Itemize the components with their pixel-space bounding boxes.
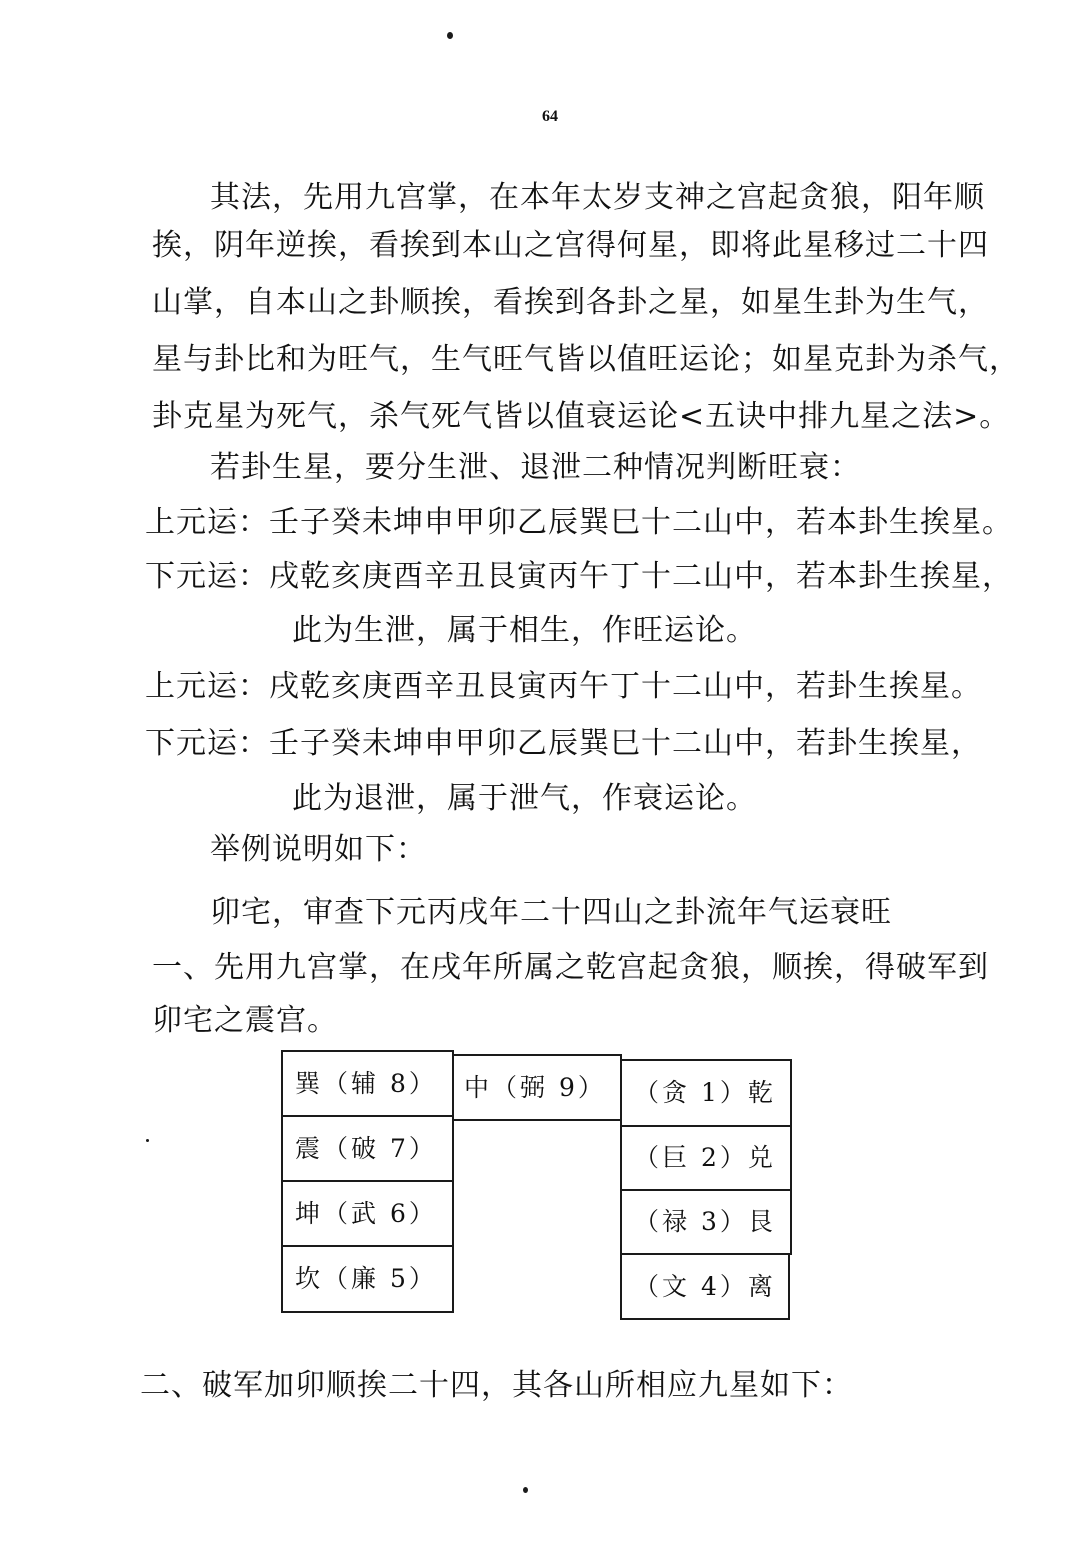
step-line: 二、破军加卯顺挨二十四，其各山所相应九星如下： xyxy=(140,1368,853,1403)
rule-line: 下元运：戌乾亥庚酉辛丑艮寅丙午丁十二山中，若本卦生挨星， xyxy=(145,559,1013,594)
grid-cell-zhen: 震（破 7） xyxy=(281,1115,454,1182)
paragraph-line: 若卦生星，要分生泄、退泄二种情况判断旺衰： xyxy=(210,450,861,485)
step-line: 卯宅之震宫。 xyxy=(152,1003,338,1038)
scan-speck xyxy=(523,1487,528,1493)
page-number: 64 xyxy=(542,108,558,125)
rule-line: 此为退泄，属于泄气，作衰运论。 xyxy=(292,781,757,816)
rule-line: 上元运：戌乾亥庚酉辛丑艮寅丙午丁十二山中，若卦生挨星。 xyxy=(145,669,982,704)
grid-cell-xun: 巽（辅 8） xyxy=(281,1050,454,1117)
paragraph-line: 挨，阴年逆挨，看挨到本山之宫得何星，即将此星移过二十四 xyxy=(152,228,989,263)
grid-cell-kan: 坎（廉 5） xyxy=(281,1245,454,1313)
grid-cell-kun: 坤（武 6） xyxy=(281,1180,454,1247)
scan-speck xyxy=(447,32,453,39)
example-intro: 举例说明如下： xyxy=(210,832,427,867)
rule-line: 下元运：壬子癸未坤申甲卯乙辰巽巳十二山中，若卦生挨星， xyxy=(145,726,982,761)
rule-line: 上元运：壬子癸未坤申甲卯乙辰巽巳十二山中，若本卦生挨星。 xyxy=(145,505,1013,540)
grid-cell-dui: （巨 2）兑 xyxy=(620,1125,792,1191)
rule-line: 此为生泄，属于相生，作旺运论。 xyxy=(292,613,757,648)
scan-speck xyxy=(146,1139,149,1142)
grid-cell-center: 中（弼 9） xyxy=(452,1054,622,1121)
paragraph-line: 山掌，自本山之卦顺挨，看挨到各卦之星，如星生卦为生气， xyxy=(152,285,989,320)
grid-cell-li: （文 4）离 xyxy=(620,1253,790,1320)
step-line: 一、先用九宫掌，在戌年所属之乾宫起贪狼，顺挨，得破军到 xyxy=(152,950,989,985)
paragraph-line: 其法，先用九宫掌，在本年太岁支神之宫起贪狼，阳年顺 xyxy=(210,180,985,215)
grid-cell-qian: （贪 1）乾 xyxy=(620,1059,792,1127)
paragraph-line: 卦克星为死气，杀气死气皆以值衰运论<五诀中排九星之法>。 xyxy=(152,399,1011,434)
grid-cell-gen: （禄 3）艮 xyxy=(620,1189,792,1255)
example-title: 卯宅，审查下元丙戌年二十四山之卦流年气运衰旺 xyxy=(210,895,892,930)
paragraph-line: 星与卦比和为旺气，生气旺气皆以值旺运论；如星克卦为杀气， xyxy=(152,342,1020,377)
